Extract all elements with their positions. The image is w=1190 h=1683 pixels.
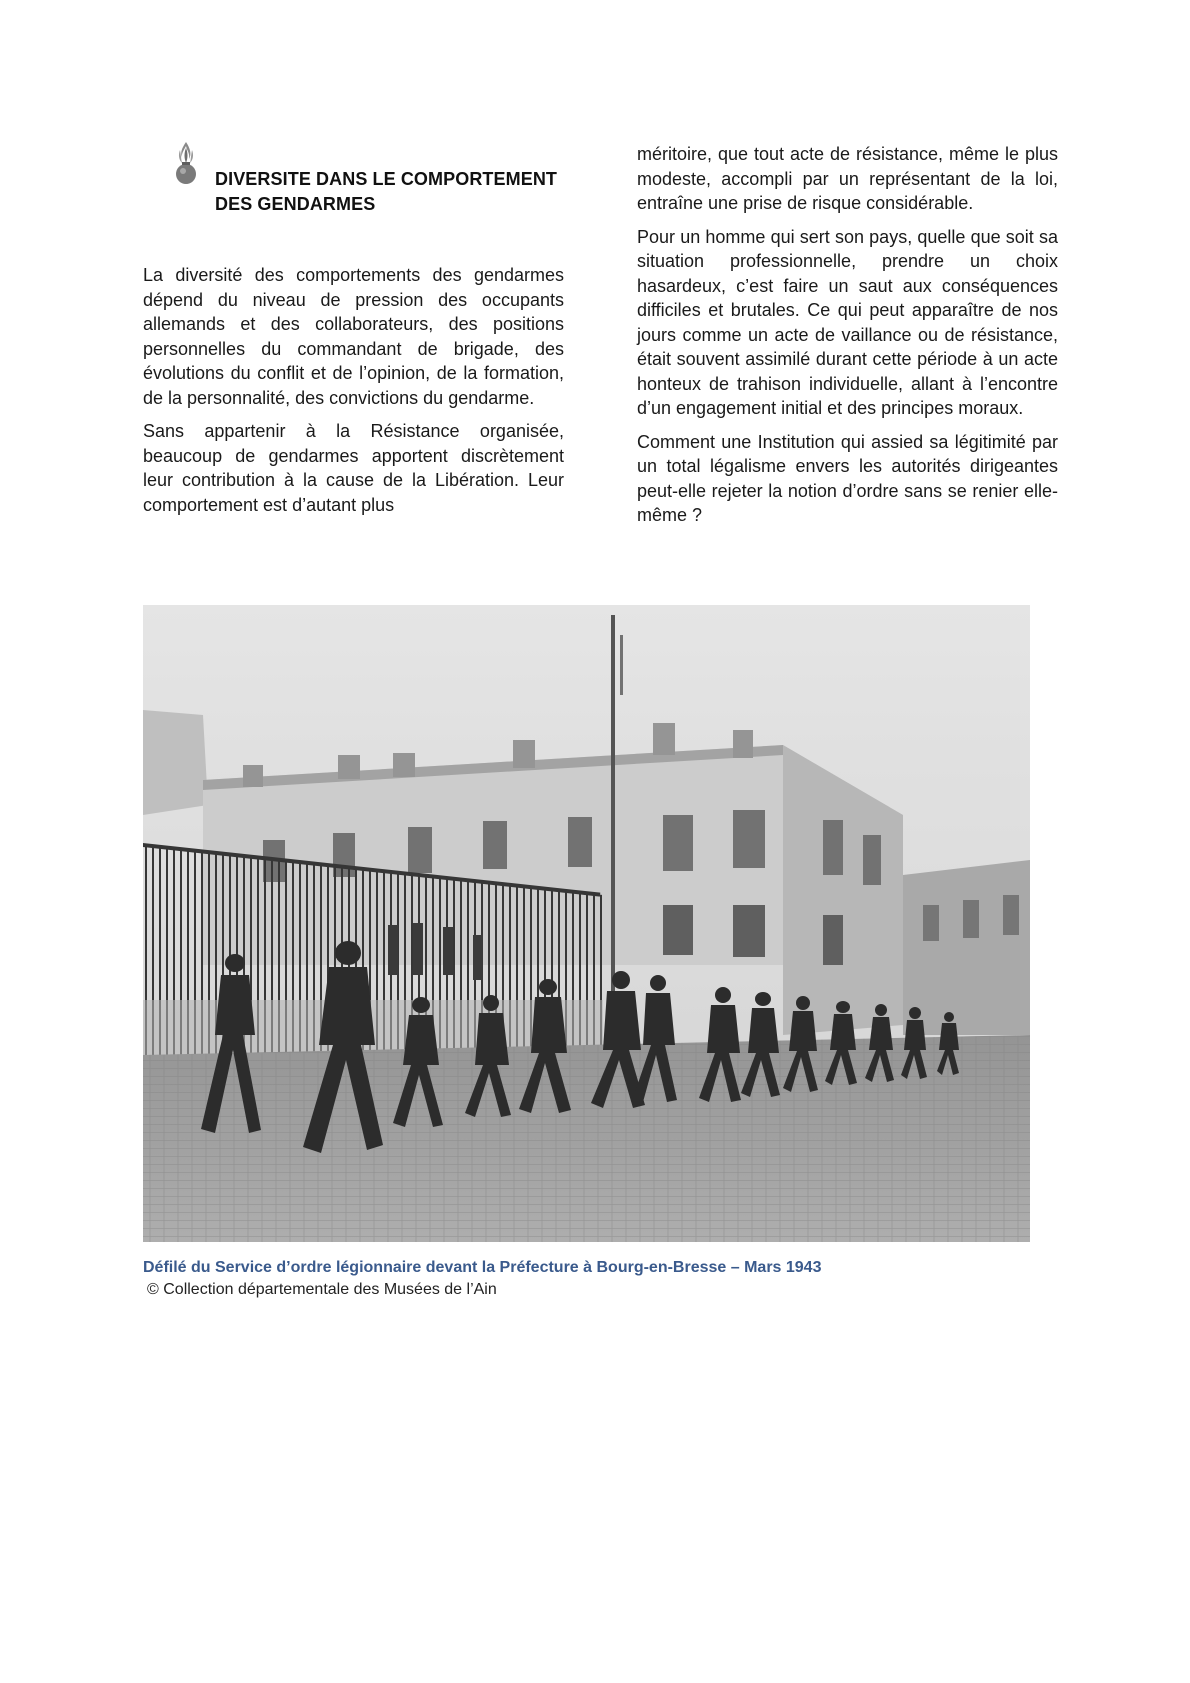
page-title: DIVERSITE DANS LE COMPORTEMENT DES GENDARMES: [215, 169, 558, 214]
historic-photo: [143, 605, 1030, 1242]
right-text-column: [637, 142, 1058, 537]
caption-title: Défilé du Service d’ordre légionnaire devant la Préfecture à Bourg-en-Bresse – Mars 1943: [143, 1259, 822, 1276]
paragraph: La diversité des comportements des gendarmes dépend du niveau de pression des occupants allemands et des collaborateurs, des positions personnelles du commandant de brigade, des évolutions du conflit et de l’opinion, de la formation, de la personnalité, des convictions du gendarme.: [143, 265, 564, 408]
caption-credit: © Collection départementale des Musées de l’Ain: [147, 1281, 497, 1298]
paragraph: méritoire, que tout acte de résistance, même le plus modeste, accompli par un représentant de la loi, entraîne une prise de risque considérable.: [637, 144, 1058, 213]
paragraph: Comment une Institution qui assied sa légitimité par un total légalisme envers les autorités dirigeantes peut-elle rejeter la notion d’ordre sans se renier elle-même ?: [637, 431, 1058, 525]
left-text-column: [143, 263, 564, 526]
grenade-flame-icon: [175, 140, 197, 186]
photo-caption: [143, 1257, 1063, 1301]
paragraph: Pour un homme qui sert son pays, quelle que soit sa situation professionnelle, prendre un choix hasardeux, c’est faire un saut aux conséquences difficiles et brutales. Ce qui peut apparaître de nos jours comme un acte de vaillance ou de résistance, était souvent assimilé durant cette période à un acte honteux de trahison individuelle, allant à l’encontre d’un engagement initial et des principes moraux.: [637, 226, 1058, 418]
paragraph: Sans appartenir à la Résistance organisée, beaucoup de gendarmes apportent discrètement leur contribution à la cause de la Libération. Leur comportement est d’autant plus: [143, 421, 564, 515]
